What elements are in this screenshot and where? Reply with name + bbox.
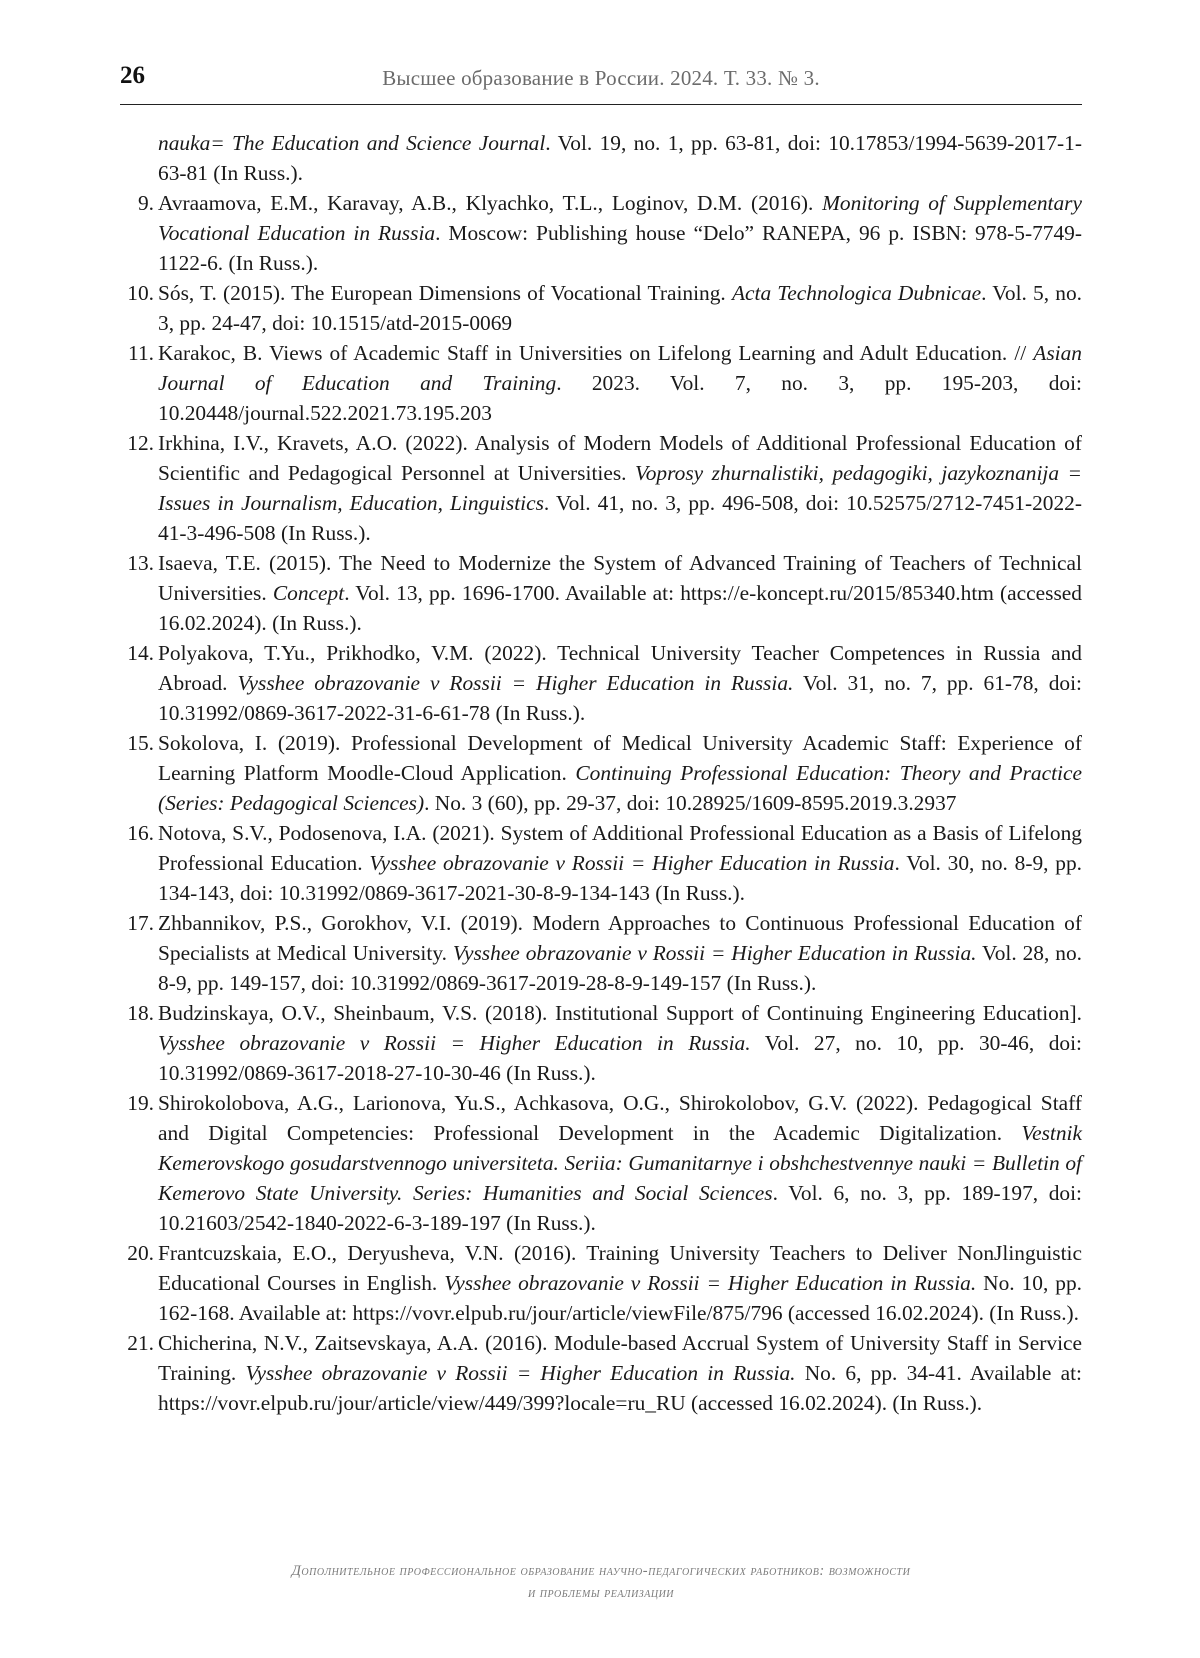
reference-source-title: Vysshee obrazovanie v Rossii = Higher Education in Russia. — [444, 1271, 977, 1295]
reference-text: . Moscow: Publishing house “Delo” RANEPA, 96 p. ISBN: 978-5-7749-1122-6. (In Russ.). — [158, 221, 1082, 275]
reference-text: . Vol. 13, pp. 1696-1700. Available at: https://e-koncept.ru/2015/85340.htm (accessed 16.02.2024). (In Russ.). — [158, 581, 1082, 635]
reference-text: . Vol. 30, no. 8-9, pp. 134-143, doi: 10.31992/0869-3617-2021-30-8-9-134-143 (In Russ.). — [158, 851, 1082, 905]
reference-text: Zhbannikov, P.S., Gorokhov, V.I. (2019). Modern Approaches to Continuous Professional Education of Specialists at Medical University. — [158, 911, 1082, 965]
reference-text: . 2023. Vol. 7, no. 3, pp. 195-203, doi: 10.20448/journal.522.2021.73.195.203 — [158, 371, 1082, 425]
reference-text: . Vol. 19, no. 1, pp. 63-81, doi: 10.17853/1994-5639-2017-1-63-81 (In Russ.). — [158, 131, 1082, 185]
footer-title-line-2: и проблемы реализации — [527, 1585, 675, 1601]
reference-source-title: Vysshee obrazovanie v Rossii = Higher Education in Russia — [369, 851, 895, 875]
reference-number: 9. — [137, 191, 154, 215]
reference-text: Notova, S.V., Podosenova, I.A. (2021). System of Additional Professional Education as a Basis of Lifelong Professional Education. — [158, 821, 1082, 875]
running-header — [120, 60, 1082, 105]
reference-number: 19. — [127, 1091, 154, 1115]
reference-number: 17. — [127, 911, 154, 935]
running-footer — [120, 1560, 1082, 1604]
reference-number: 20. — [127, 1241, 154, 1265]
reference-source-title: Asian Journal of Education and Training — [158, 341, 1082, 395]
reference-number: 15. — [127, 731, 154, 755]
reference-text: Sós, T. (2015). The European Dimensions of Vocational Training. — [158, 281, 732, 305]
reference-source-title: Vysshee obrazovanie v Rossii = Higher Education in Russia. — [452, 941, 977, 965]
reference-text: No. 6, pp. 34-41. Available at: https://vovr.elpub.ru/jour/article/view/449/399?locale=ru_RU (accessed 16.02.2024). (In Russ.). — [158, 1361, 1082, 1415]
reference-text: Avraamova, E.M., Karavay, A.B., Klyachko, T.L., Loginov, D.M. (2016). — [158, 191, 823, 215]
reference-text: Vol. 28, no. 8-9, pp. 149-157, doi: 10.31992/0869-3617-2019-28-8-9-149-157 (In Russ.). — [158, 941, 1082, 995]
reference-source-title: Voprosy zhurnalistiki, pedagogiki, jazykoznanija = Issues in Journalism, Education, Linguistics — [158, 461, 1082, 515]
reference-text: Budzinskaya, O.V., Sheinbaum, V.S. (2018). Institutional Support of Continuing Engineering Education]. — [158, 1001, 1082, 1025]
reference-item — [108, 638, 1082, 728]
reference-text: Frantcuzskaia, E.O., Deryusheva, V.N. (2016). Training University Teachers to Deliver NonJlinguistic Educational Courses in English. — [158, 1241, 1082, 1295]
reference-source-title: Vysshee obrazovanie v Rossii = Higher Education in Russia. — [245, 1361, 796, 1385]
reference-text: No. 10, pp. 162-168. Available at: https://vovr.elpub.ru/jour/article/viewFile/875/796 (accessed 16.02.2024). (In Russ.). — [158, 1271, 1082, 1325]
reference-item — [108, 908, 1082, 998]
reference-source-title: Continuing Professional Education: Theory and Practice (Series: Pedagogical Sciences) — [158, 761, 1082, 815]
reference-item — [108, 188, 1082, 278]
reference-source-title: Concept — [272, 581, 345, 605]
page-number: 26 — [120, 62, 145, 89]
reference-item — [108, 1238, 1082, 1328]
reference-item — [108, 338, 1082, 428]
reference-number: 11. — [128, 341, 154, 365]
reference-number: 21. — [127, 1331, 154, 1355]
reference-item — [108, 1328, 1082, 1418]
reference-number: 13. — [127, 551, 154, 575]
reference-source-title: Acta Technologica Dubnicae — [731, 281, 982, 305]
journal-title: Высшее образование в России. 2024. Т. 33. № 3. — [382, 66, 820, 90]
reference-number: 16. — [127, 821, 154, 845]
reference-item — [108, 128, 1082, 188]
reference-text: Isaeva, T.E. (2015). The Need to Modernize the System of Advanced Training of Teachers of Technical Universities. — [158, 551, 1082, 605]
reference-source-title: nauka= The Education and Science Journal — [158, 131, 546, 155]
reference-text: Chicherina, N.V., Zaitsevskaya, A.A. (2016). Module-based Accrual System of University Staff in Service Training. — [158, 1331, 1082, 1385]
reference-number: 14. — [127, 641, 154, 665]
reference-source-title: Vysshee obrazovanie v Rossii = Higher Education in Russia. — [158, 1031, 751, 1055]
reference-item — [108, 818, 1082, 908]
reference-item — [108, 728, 1082, 818]
reference-text: . Vol. 6, no. 3, pp. 189-197, doi: 10.21603/2542-1840-2022-6-3-189-197 (In Russ.). — [158, 1181, 1082, 1235]
reference-text: Irkhina, I.V., Kravets, A.O. (2022). Analysis of Modern Models of Additional Professional Education of Scientific and Pedagogical Personnel at Universities. — [158, 431, 1082, 485]
reference-text: . No. 3 (60), pp. 29-37, doi: 10.28925/1609-8595.2019.3.2937 — [424, 791, 957, 815]
reference-text: . Vol. 41, no. 3, pp. 496-508, doi: 10.52575/2712-7451-2022-41-3-496-508 (In Russ.). — [158, 491, 1082, 545]
reference-item — [108, 278, 1082, 338]
reference-item — [108, 428, 1082, 548]
reference-text: Polyakova, T.Yu., Prikhodko, V.M. (2022). Technical University Teacher Competences in Russia and Abroad. — [158, 641, 1082, 695]
footer-title-line-1: Дополнительное профессиональное образование научно-педагогических работников: возможности — [291, 1563, 911, 1579]
reference-number: 10. — [127, 281, 154, 305]
reference-item — [108, 548, 1082, 638]
reference-text: Vol. 27, no. 10, pp. 30-46, doi: 10.31992/0869-3617-2018-27-10-30-46 (In Russ.). — [158, 1031, 1082, 1085]
reference-source-title: Vysshee obrazovanie v Rossii = Higher Education in Russia. — [237, 671, 794, 695]
reference-text: Sokolova, I. (2019). Professional Development of Medical University Academic Staff: Experience of Learning Platform Moodle-Cloud Application. — [158, 731, 1082, 785]
reference-text: Karakoc, B. Views of Academic Staff in Universities on Lifelong Learning and Adult Education. // — [158, 341, 1034, 365]
reference-item — [108, 998, 1082, 1088]
reference-number: 12. — [127, 431, 154, 455]
reference-source-title: Vestnik Kemerovskogo gosudarstvennogo universiteta. Seriia: Gumanitarnye i obshchestvennye nauki = Bulletin of Kemerovo State University. Series: Humanities and Social Sciences — [158, 1121, 1082, 1205]
reference-number: 18. — [127, 1001, 154, 1025]
reference-text: Shirokolobova, A.G., Larionova, Yu.S., Achkasova, O.G., Shirokolobov, G.V. (2022). Pedagogical Staff and Digital Competencies: Professional Development in the Academic Digitalization. — [158, 1091, 1082, 1145]
reference-list — [108, 128, 1082, 1418]
reference-source-title: Monitoring of Supplementary Vocational Education in Russia — [158, 191, 1082, 245]
reference-text: Vol. 31, no. 7, pp. 61-78, doi: 10.31992/0869-3617-2022-31-6-61-78 (In Russ.). — [158, 671, 1082, 725]
reference-text: . Vol. 5, no. 3, pp. 24-47, doi: 10.1515/atd-2015-0069 — [158, 281, 1082, 335]
reference-item — [108, 1088, 1082, 1238]
